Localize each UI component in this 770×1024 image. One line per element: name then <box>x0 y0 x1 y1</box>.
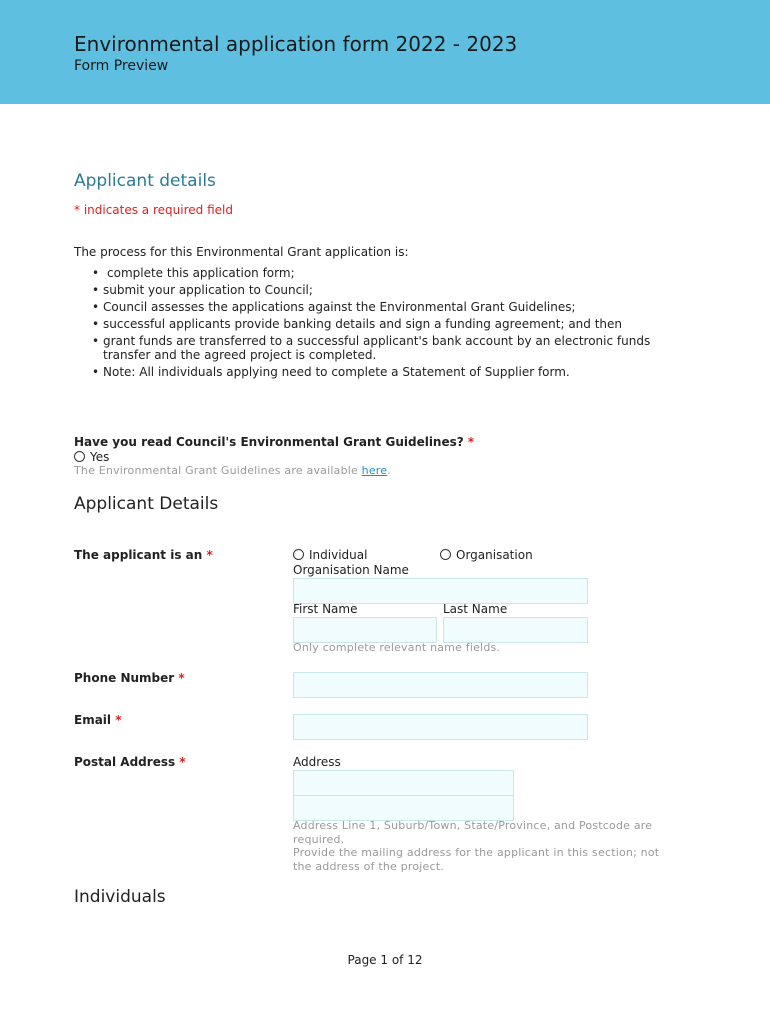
radio-label-yes: Yes <box>90 450 110 464</box>
list-item: • submit your application to Council; <box>74 283 694 297</box>
section-title-applicant-details-2: Applicant Details <box>74 494 219 514</box>
applicant-type-label: The applicant is an * <box>74 548 213 562</box>
first-name-label: First Name <box>293 602 358 616</box>
form-title: Environmental application form 2022 - 2023 <box>74 32 518 56</box>
email-input[interactable] <box>293 714 588 740</box>
page-indicator: Page 1 of 12 <box>347 953 423 967</box>
organisation-name-label: Organisation Name <box>293 563 409 577</box>
organisation-option[interactable]: Organisation <box>440 548 533 562</box>
form-subtitle: Form Preview <box>74 58 169 74</box>
list-item: • grant funds are transferred to a successful applicant's bank account by an electronic funds transfer and the agreed project is completed. <box>74 334 663 362</box>
organisation-name-input[interactable] <box>293 578 588 604</box>
section-title-applicant-details: Applicant details <box>74 171 216 191</box>
phone-input[interactable] <box>293 672 588 698</box>
email-label: Email * <box>74 713 122 727</box>
address-line-1-input[interactable] <box>293 770 514 796</box>
postal-address-hint: Address Line 1, Suburb/Town, State/Province, and Postcode are required. Provide the mailing address for the applicant in this section; not the address of the project. <box>293 819 660 873</box>
section-title-individuals: Individuals <box>74 887 166 907</box>
list-item: • complete this application form; <box>74 266 694 280</box>
process-intro: The process for this Environmental Grant application is: <box>74 245 409 259</box>
first-name-input[interactable] <box>293 617 437 643</box>
address-line-2-input[interactable] <box>293 795 514 821</box>
last-name-input[interactable] <box>443 617 588 643</box>
page-header <box>0 0 770 104</box>
radio-button-icon[interactable] <box>440 549 451 560</box>
postal-address-label: Postal Address * <box>74 755 186 769</box>
phone-label: Phone Number * <box>74 671 185 685</box>
radio-button-icon[interactable] <box>293 549 304 560</box>
individual-option[interactable]: Individual <box>293 548 367 562</box>
process-steps-list <box>74 266 694 382</box>
guidelines-yes-option[interactable] <box>74 450 109 464</box>
guidelines-hint: The Environmental Grant Guidelines are available here. <box>74 464 391 477</box>
guidelines-link[interactable]: here <box>361 464 388 477</box>
name-fields-hint: Only complete relevant name fields. <box>293 641 501 654</box>
list-item: • successful applicants provide banking details and sign a funding agreement; and then <box>74 317 694 331</box>
last-name-label: Last Name <box>443 602 508 616</box>
list-item: • Note: All individuals applying need to complete a Statement of Supplier form. <box>74 365 694 379</box>
required-field-note: * indicates a required field <box>74 203 233 217</box>
address-sub-label: Address <box>293 755 341 769</box>
required-mark: * <box>467 435 475 449</box>
list-item: • Council assesses the applications against the Environmental Grant Guidelines; <box>74 300 694 314</box>
radio-button-icon[interactable] <box>74 451 85 462</box>
guidelines-question-label: Have you read Council's Environmental Grant Guidelines? * <box>74 435 475 449</box>
